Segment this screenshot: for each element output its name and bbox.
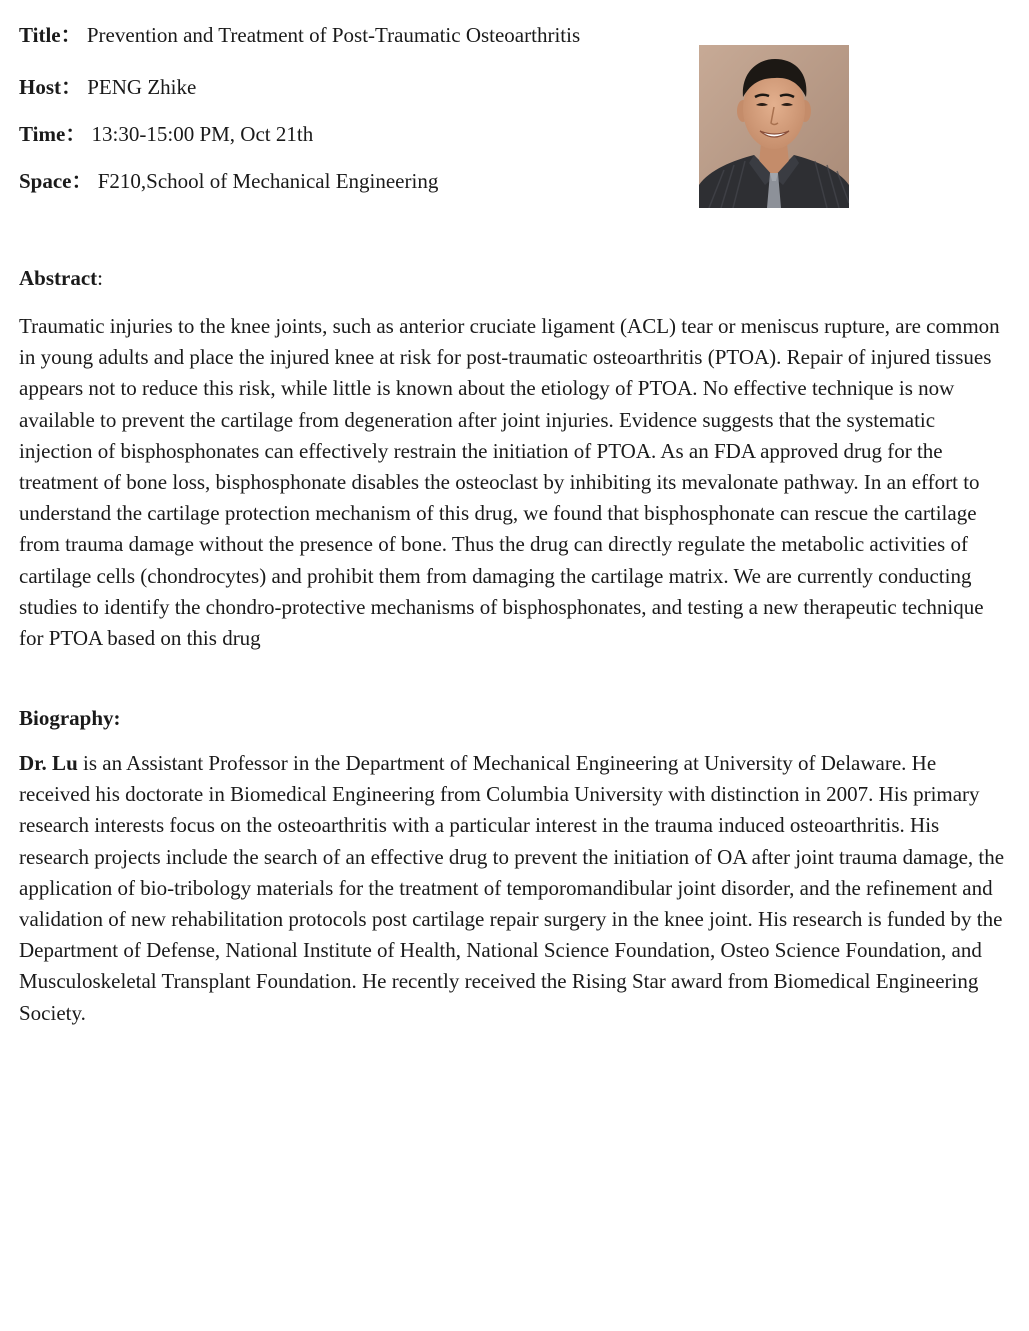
talk-title: Prevention and Treatment of Post-Traumatic Osteoarthritis bbox=[86, 23, 581, 47]
title-label: Title： bbox=[19, 23, 82, 47]
biography-text bbox=[19, 748, 1009, 1029]
space-label: Space： bbox=[19, 169, 93, 193]
abstract-heading-colon: : bbox=[97, 266, 103, 290]
talk-location: F210,School of Mechanical Engineering bbox=[97, 169, 439, 193]
host-row bbox=[19, 74, 196, 100]
host-label: Host： bbox=[19, 75, 82, 99]
talk-time: 13:30-15:00 PM, Oct 21th bbox=[91, 122, 314, 146]
title-row bbox=[19, 22, 580, 48]
time-row bbox=[19, 121, 313, 147]
speaker-name: Dr. Lu bbox=[19, 751, 78, 775]
abstract-heading-text: Abstract bbox=[19, 266, 98, 290]
abstract-text: Traumatic injuries to the knee joints, such as anterior cruciate ligament (ACL) tear or meniscus rupture, are common in young adults and place the injured knee at risk for post-traumatic osteoarthritis (PTOA). Repair of injured tissues appears not to reduce this risk, while little is known about the etiology of PTOA. No effective technique is now available to prevent the cartilage from degeneration after joint injuries. Evidence suggests that the systematic injection of bisphosphonates can effectively restrain the initiation of PTOA. As an FDA approved drug for the treatment of bone loss, bisphosphonate disables the osteoclast by inhibiting its mevalonate pathway. In an effort to understand the cartilage protection mechanism of this drug, we found that bisphosphonate can rescue the cartilage from trauma damage without the presence of bone. Thus the drug can directly regulate the metabolic activities of cartilage cells (chondrocytes) and prohibit them from damaging the cartilage matrix. We are currently conducting studies to identify the chondro-protective mechanisms of bisphosphonates, and testing a new therapeutic technique for PTOA based on this drug bbox=[19, 314, 1000, 651]
space-row bbox=[19, 168, 438, 194]
biography-heading: Biography: bbox=[19, 706, 121, 730]
host-name: PENG Zhike bbox=[87, 75, 197, 99]
speaker-portrait-icon bbox=[699, 45, 849, 208]
abstract-heading bbox=[19, 265, 103, 291]
biography-body: is an Assistant Professor in the Department of Mechanical Engineering at University of Delaware. He received his doctorate in Biomedical Engineering from Columbia University with distinction in 2007. His primary research interests focus on the osteoarthritis with a particular interest in the trauma induced osteoarthritis. His research projects include the search of an effective drug to prevent the initiation of OA after joint trauma damage, the application of bio-tribology materials for the treatment of temporomandibular joint disorder, and the refinement and validation of new rehabilitation protocols post cartilage repair surgery in the knee joint. His research is funded by the Department of Defense, National Institute of Health, National Science Foundation, Osteo Science Foundation, and Musculoskeletal Transplant Foundation. He recently received the Rising Star award from Biomedical Engineering Society. bbox=[19, 751, 1005, 1025]
time-label: Time： bbox=[19, 122, 87, 146]
